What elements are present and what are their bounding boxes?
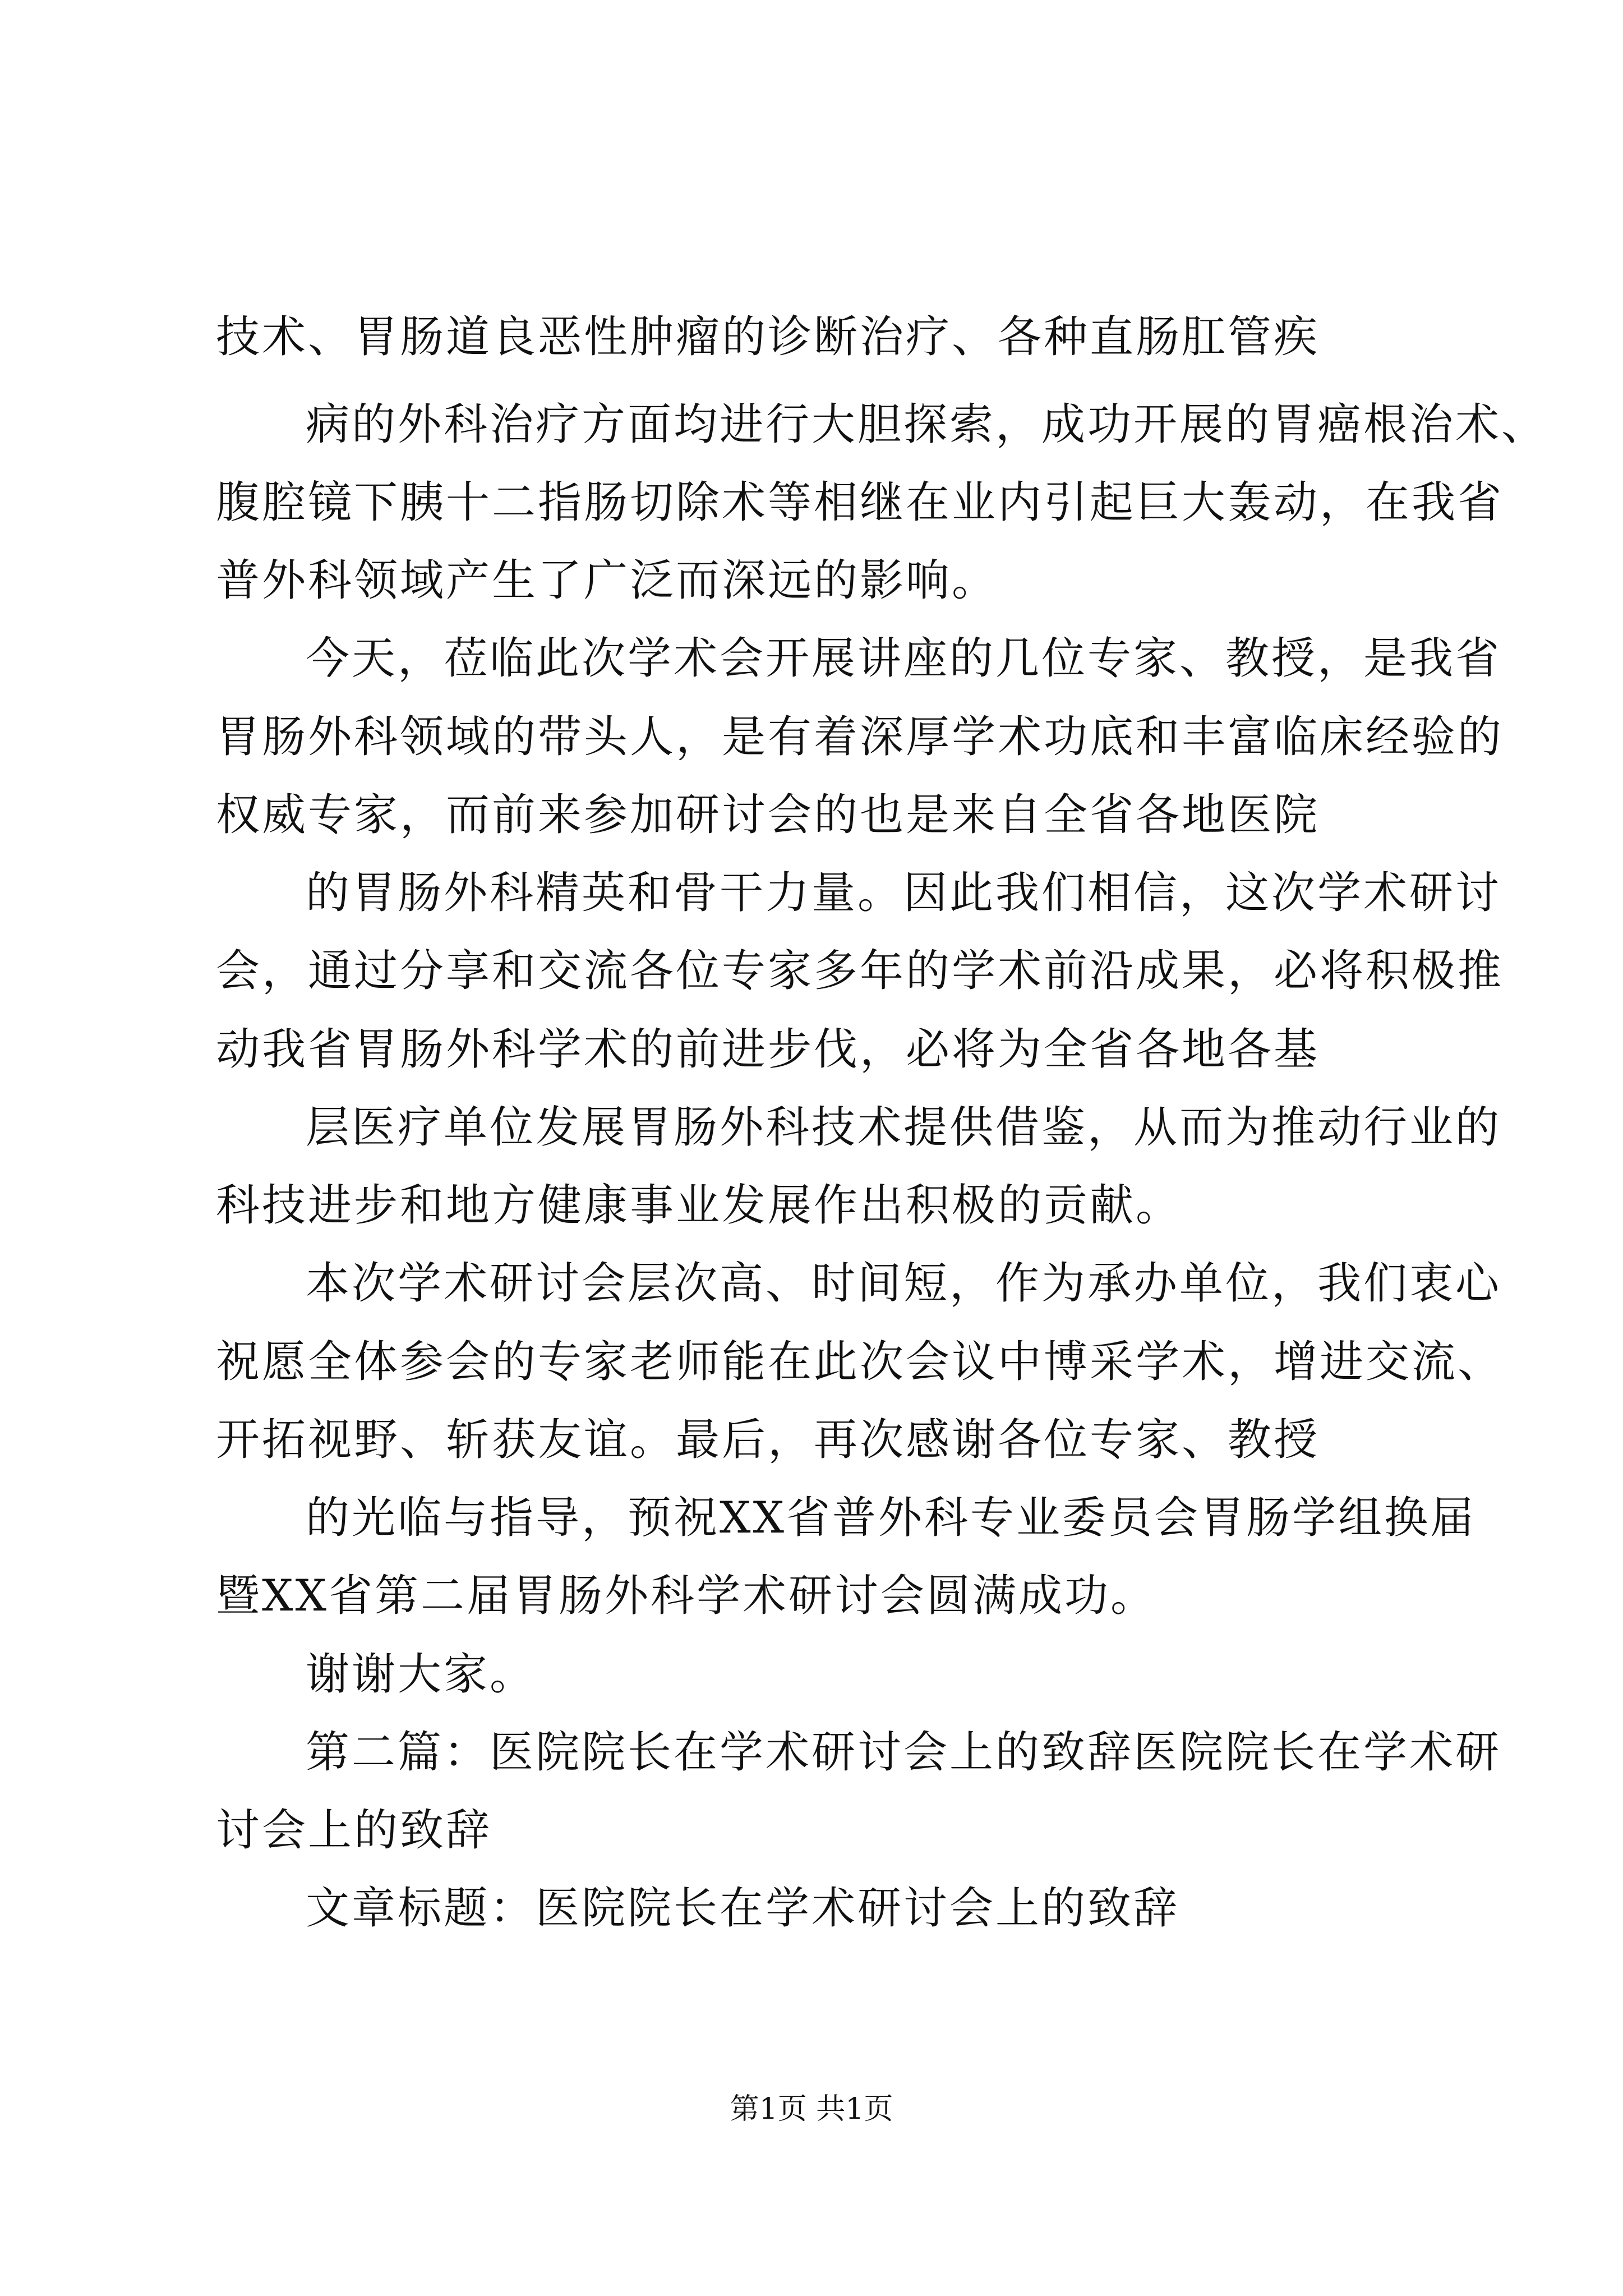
page-footer: 第1页 共1页	[730, 2092, 893, 2126]
text-line: 本次学术研讨会层次高、时间短，作为承办单位，我们衷心	[306, 1258, 1502, 1309]
text-line: 技术、胃肠道良恶性肿瘤的诊断治疗、各种直肠肛管疾	[216, 312, 1320, 362]
text-line: 开拓视野、斩获友谊。最后，再次感谢各位专家、教授	[216, 1415, 1320, 1465]
text-line: 第二篇：医院院长在学术研讨会上的致辞医院院长在学术研	[306, 1727, 1502, 1778]
text-line: 动我省胃肠外科学术的前进步伐，必将为全省各地各基	[216, 1024, 1320, 1075]
text-line: 祝愿全体参会的专家老师能在此次会议中博采学术，增进交流、	[216, 1337, 1504, 1387]
text-line: 讨会上的致辞	[216, 1805, 492, 1856]
text-line: 病的外科治疗方面均进行大胆探索，成功开展的胃癌根治术、	[306, 399, 1548, 450]
text-line: 暨XX省第二届胃肠外科学术研讨会圆满成功。	[216, 1571, 1157, 1621]
text-line: 层医疗单位发展胃肠外科技术提供借鉴，从而为推动行业的	[306, 1102, 1502, 1153]
text-line: 谢谢大家。	[306, 1649, 536, 1700]
text-line: 文章标题：医院院长在学术研讨会上的致辞	[306, 1883, 1180, 1934]
text-line: 今天，莅临此次学术会开展讲座的几位专家、教授，是我省	[306, 633, 1502, 684]
text-line: 普外科领域产生了广泛而深远的影响。	[216, 555, 998, 606]
text-line: 会，通过分享和交流各位专家多年的学术前沿成果，必将积极推	[216, 946, 1504, 996]
text-line: 权威专家，而前来参加研讨会的也是来自全省各地医院	[216, 790, 1320, 840]
text-line: 科技进步和地方健康事业发展作出积极的贡献。	[216, 1180, 1182, 1231]
text-line: 胃肠外科领域的带头人，是有着深厚学术功底和丰富临床经验的	[216, 712, 1504, 762]
text-line: 腹腔镜下胰十二指肠切除术等相继在业内引起巨大轰动，在我省	[216, 477, 1504, 528]
text-line: 的胃肠外科精英和骨干力量。因此我们相信，这次学术研讨	[306, 868, 1502, 918]
text-line: 的光临与指导，预祝XX省普外科专业委员会胃肠学组换届	[306, 1493, 1477, 1543]
